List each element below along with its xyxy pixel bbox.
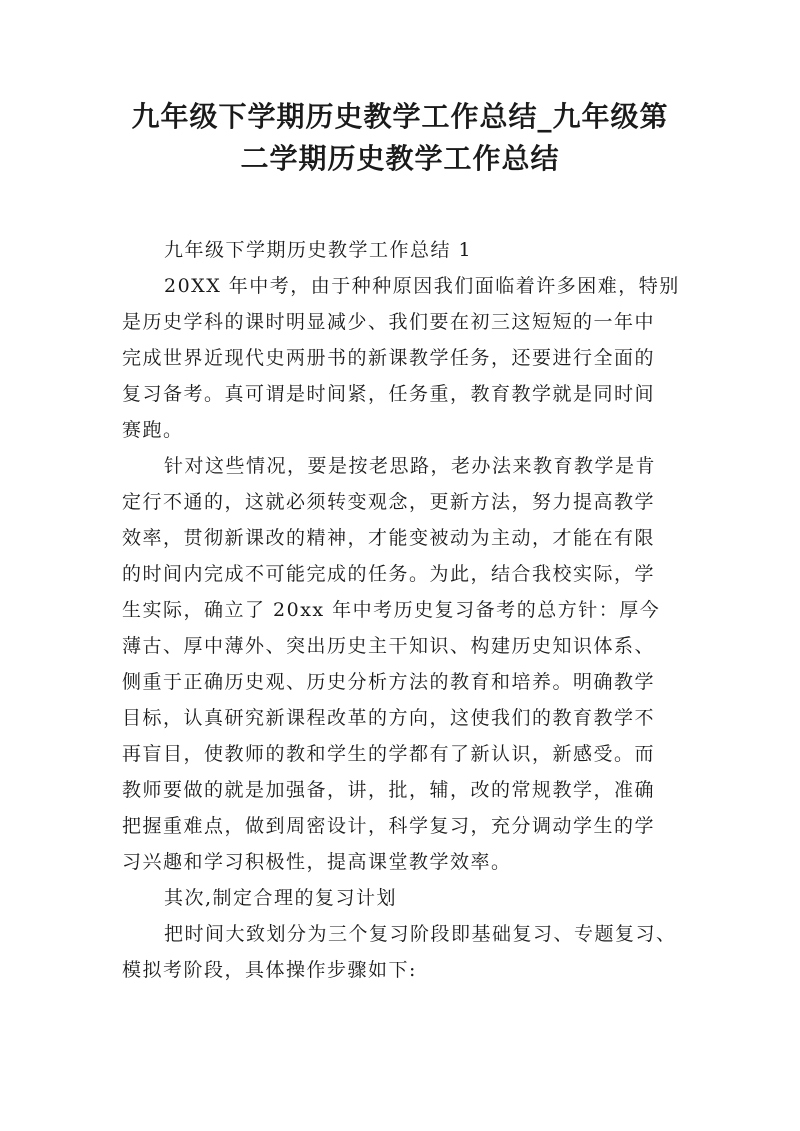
paragraph-line: 赛跑。	[122, 419, 184, 441]
paragraph-line: 完成世界近现代史两册书的新课教学任务，还要进行全面的	[122, 347, 656, 369]
paragraph-line: 效率，贯彻新课改的精神，才能变被动为主动，才能在有限	[122, 527, 656, 549]
paragraph-line: 习兴趣和学习积极性，提高课堂教学效率。	[122, 851, 512, 873]
section-heading	[122, 232, 682, 268]
paragraph-line: 的时间内完成不可能完成的任务。为此，结合我校实际，学	[122, 563, 656, 585]
paragraph-line: 薄古、厚中薄外、突出历史主干知识、构建历史知识体系、	[122, 635, 656, 657]
paragraph-line: 侧重于正确历史观、历史分析方法的教育和培养。明确教学	[122, 671, 656, 693]
paragraph-2	[122, 448, 682, 880]
paragraph-1	[122, 268, 682, 448]
paragraph-line: 其次,制定合理的复习计划	[164, 887, 398, 909]
document-body	[122, 232, 682, 988]
paragraph-line: 把时间大致划分为三个复习阶段即基础复习、专题复习、	[164, 923, 677, 945]
paragraph-line: 定行不通的，这就必须转变观念，更新方法，努力提高教学	[122, 491, 656, 513]
paragraph-line: 把握重难点，做到周密设计，科学复习，充分调动学生的学	[122, 815, 656, 837]
section-heading-text: 九年级下学期历史教学工作总结 1	[164, 239, 473, 261]
paragraph-line: 教师要做的就是加强备，讲，批，辅，改的常规教学，准确	[122, 779, 656, 801]
paragraph-line: 生实际，确立了 20xx 年中考历史复习备考的总方针：厚今	[122, 599, 661, 621]
paragraph-4	[122, 916, 682, 988]
paragraph-line: 复习备考。真可谓是时间紧，任务重，教育教学就是同时间	[122, 383, 656, 405]
document-title	[100, 96, 700, 180]
paragraph-line: 20XX 年中考，由于种种原因我们面临着许多困难，特别	[164, 275, 680, 297]
paragraph-line: 针对这些情况，要是按老思路，老办法来教育教学是肯	[164, 455, 657, 477]
title-line-1: 九年级下学期历史教学工作总结_九年级第	[131, 100, 669, 133]
paragraph-3	[122, 880, 682, 916]
paragraph-line: 目标，认真研究新课程改革的方向，这使我们的教育教学不	[122, 707, 656, 729]
paragraph-line: 再盲目，使教师的教和学生的学都有了新认识，新感受。而	[122, 743, 656, 765]
paragraph-line: 是历史学科的课时明显减少、我们要在初三这短短的一年中	[122, 311, 656, 333]
paragraph-line: 模拟考阶段，具体操作步骤如下:	[122, 959, 417, 981]
title-line-2: 二学期历史教学工作总结	[240, 142, 560, 175]
